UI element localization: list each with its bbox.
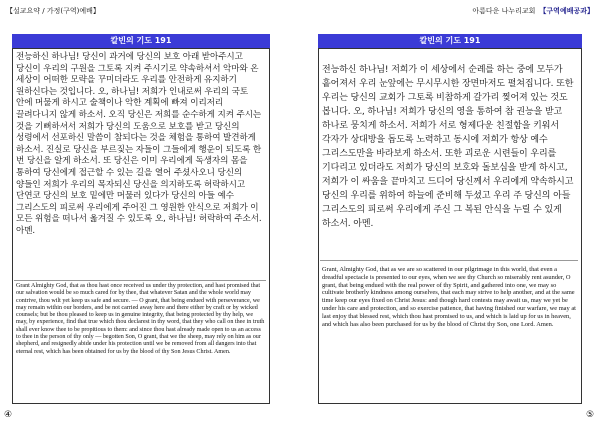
left-divider [14,280,266,281]
left-page-number: ④ [4,410,13,420]
right-divider [320,260,578,261]
right-header-tag: 【구역예배공과】 [539,7,594,15]
right-header [472,6,594,16]
left-header: 【설교요약 / 가정(구역)예배】 [6,7,100,15]
right-prayer-title: 칼빈의 기도 191 [318,34,582,48]
right-page-number: ⑤ [586,410,595,420]
right-page [300,0,600,424]
left-korean-text: 전능하신 하나님! 당신이 과거에 당신의 보호 아래 받아주시고 당신이 우리의 구원을 그토록 지켜 주시기로 약속하셔서 악마와 온 세상이 어떠한 모략을 꾸미더라도 우리를 안전하게 유지하기 원하신다는 것입니다. 오, 하나님! 저희가 인내로써 우리의 국토 안에 머물게 하시고 술책이나 악한 계획에 빠져 이리저리 끌려다니지 않게 하소서. 오직 당신은 저희를 순수하게 지켜 주시는 것을 기뻐하셔서 저희가 당신의 도움으로 보호를 받고 당신의 성령에서 선포하신 말씀이 참되다는 것을 체험을 통하여 발견하게 하소서. 진실로 당신을 부르짖는 자들이 그들에게 행운이 되도록 한 번 당신을 알게 하소서. 또 당신은 이미 우리에게 독생자의 몸을 통하여 당신에게 접근할 수 있는 길을 열어 주셨사오니 당신의 양들인 저희가 우리의 목자되신 당신을 의지하도록 허락하시고 단연코 당신의 보호 밑에만 머물러 있다가 당신의 아들 예수 그리스도의 피로써 우리에게 주어진 그 영원한 안식으로 저희가 이 모든 위험을 떠나서 옮겨질 수 있도록 오, 하나님! 허락하여 주소서. 아멘. [16,52,262,236]
left-prayer-title: 칼빈의 기도 191 [12,34,270,48]
right-header-church: 아름다운 나누리교회 [472,7,536,15]
right-english-text: Grant, Almighty God, that as we are so scattered in our pilgrimage in this world, that even a dreadful spectacle is presented to our eyes, when we see thy Church so miserably rent asunder, O grant, that being endued with the real power of thy Spirit, and gathered into one, we may so cultivate brotherly kindness among ourselves, that each may strive to help another, and at the same time keep our eyes fixed on Christ Jesus: and though hard contests may await us, may we yet be under his care and protection, and so exercise patience, that having finished our warfare, we may at last enjoy that blessed rest, which thou hast promised to us, and which is laid up for us in heaven, and which has also been purchased for us by the blood of Christ thy Son, one Lord. Amen. [322,266,576,328]
right-korean-text: 전능하신 하나님! 저희가 이 세상에서 순례를 하는 중에 모두가 흩어져서 우리 눈앞에는 무시무시한 장면마저도 펼쳐집니다. 또한 우리는 당신의 교회가 그토록 비참하게 갈가리 찢어져 있는 것도 봅니다. 오, 하나님! 저희가 당신의 영을 통하여 참 권능을 받고 하나로 뭉치게 하소서. 저희가 서로 형제다운 친절함을 키워서 각자가 상대방을 돕도록 노력하고 동시에 저희가 항상 예수 그리스도만을 바라보게 하소서. 또한 괴로운 시련들이 우리를 기다리고 있더라도 저희가 당신의 보호와 돌보심을 받게 하시고, 저희가 이 싸움을 끝마치고 드디어 당신께서 우리에게 약속하시고 당신의 우리를 위하여 하늘에 준비해 두셨고 우리 주 당신의 아들 그리스도의 피로써 우리에게 주신 그 복된 안식을 누릴 수 있게 하소서. 아멘. [322,65,574,229]
left-english-text: Grant Almighty God, that as thou hast once received us under thy protection, and hast promised that our salvation would be so much cared for by thee, that whatever Satan and the whole world may contrive, thou wilt yet keep us safe and secure. — O grant, that being endued with perseverance, we may remain within our borders, and be not carried away here and there either by craft or by wicked counsels; but be thou pleased to keep us in genuine integrity, that being protected by thy help, we may, by experience, find that true which thou declarest in thy word, that they who call on thee in truth shall ever know thee to be propitious to them: and since thou hast already made open to us an access to thee in the person of thy only — begotten Son, O grant, that we the sheep, may rely on him as our shepherd, and resignedly abide under his protection until we be removed from all dangers into that eternal rest, which has been obtained for us by the blood of thy Son Jesus Christ. Amen. [16,283,265,355]
